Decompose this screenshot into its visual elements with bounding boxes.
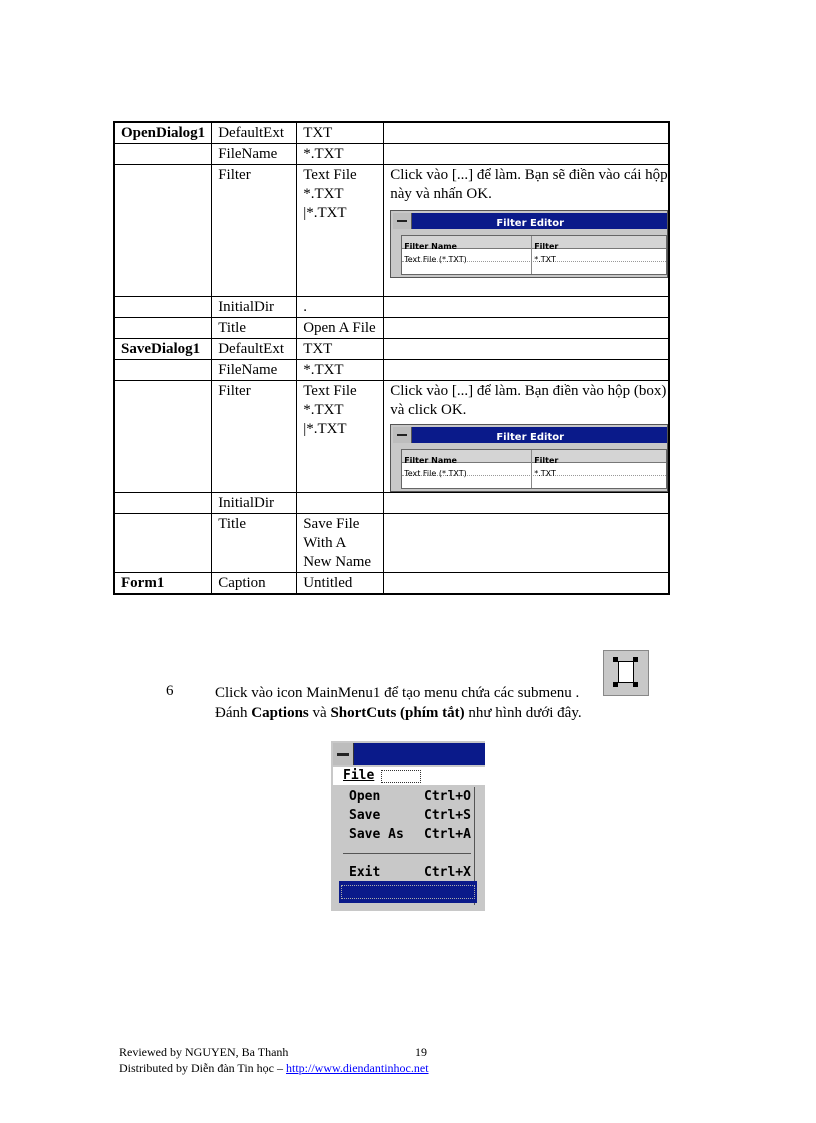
menu-item-save: Save: [349, 808, 381, 823]
table-row: FileName *.TXT: [114, 144, 669, 165]
shortcut-save-as: Ctrl+A: [424, 827, 471, 842]
filter-note: Click vào [...] để làm. Bạn sẽ điền vào cái hộp này và nhấn OK.: [390, 167, 668, 202]
step-number: 6: [166, 683, 174, 699]
table-row: OpenDialog1 DefaultExt TXT: [114, 122, 669, 144]
menu-item-exit: Exit: [349, 865, 381, 880]
shortcut-save: Ctrl+S: [424, 808, 471, 823]
filter-editor-screenshot: [390, 424, 668, 492]
table-row: InitialDir .: [114, 297, 669, 318]
table-row: SaveDialog1 DefaultExt TXT: [114, 339, 669, 360]
filter-editor-titlebar: Filter Editor: [393, 427, 667, 443]
page-number: 19: [415, 1045, 427, 1059]
step-line-1: Click vào icon MainMenu1 để tạo menu chứa các submenu .: [215, 685, 580, 701]
footer-distributed: Distributed by Diễn đàn Tin học – http://www.diendantinhoc.net: [119, 1061, 429, 1075]
table-row: Form1 Caption Untitled: [114, 573, 669, 595]
table-row: Title Open A File: [114, 318, 669, 339]
filter-grid-header: Filter Name Filter: [402, 236, 666, 249]
properties-table: [113, 121, 670, 595]
step-line-2: Đánh Captions và ShortCuts (phím tắt) như hình dưới đây.: [215, 705, 582, 721]
shortcut-open: Ctrl+O: [424, 789, 471, 804]
menu-designer-screenshot: [331, 741, 485, 911]
footer-reviewed: Reviewed by NGUYEN, Ba Thanh: [119, 1045, 289, 1059]
menu-item-open: Open: [349, 789, 381, 804]
menu-designer-titlebar: [333, 743, 485, 765]
table-row: Filter Text File *.TXT |*.TXT Click vào [...] để làm. Bạn điền vào hộp (box) và click OK. Filter Editor Filter Name Filter Text File (*.TXT) *.TXT: [114, 381, 669, 493]
step-text: [215, 683, 655, 723]
menu-separator: [343, 853, 471, 854]
filter-grid-header: Filter Name Filter: [402, 450, 666, 463]
system-menu-icon: [333, 743, 354, 765]
filter-grid-row: Text File (*.TXT) *.TXT: [402, 249, 666, 262]
mainmenu-component-icon: [603, 650, 649, 696]
page-footer: [119, 1044, 429, 1076]
table-row: Title Save File With A New Name: [114, 514, 669, 573]
table-row: FileName *.TXT: [114, 360, 669, 381]
table-row: Filter Text File *.TXT |*.TXT Click vào [...] để làm. Bạn sẽ điền vào cái hộp này và nhấn OK. Filter Editor Filter Name Filter Text File (*.TXT) *.TXT: [114, 165, 669, 297]
filter-editor-screenshot: [390, 210, 668, 278]
filter-note-cell: [384, 165, 670, 297]
filter-grid: [401, 235, 667, 275]
system-menu-icon: [393, 427, 412, 443]
filter-editor-titlebar: Filter Editor: [393, 213, 667, 229]
menu-placeholder-selected: [339, 881, 477, 903]
filter-grid: [401, 449, 667, 489]
filter-note-cell: [384, 381, 670, 493]
filter-grid-row: Text File (*.TXT) *.TXT: [402, 463, 666, 476]
menu-item-save-as: Save As: [349, 827, 404, 842]
system-menu-icon: [393, 213, 412, 229]
shortcut-exit: Ctrl+X: [424, 865, 471, 880]
menu-placeholder: [381, 770, 421, 783]
filter-note: Click vào [...] để làm. Bạn điền vào hộp (box) và click OK.: [390, 383, 667, 418]
menu-file: File: [343, 768, 375, 783]
table-row: InitialDir: [114, 493, 669, 514]
menu-bar: [333, 767, 485, 785]
footer-link[interactable]: http://www.diendantinhoc.net: [286, 1061, 429, 1075]
